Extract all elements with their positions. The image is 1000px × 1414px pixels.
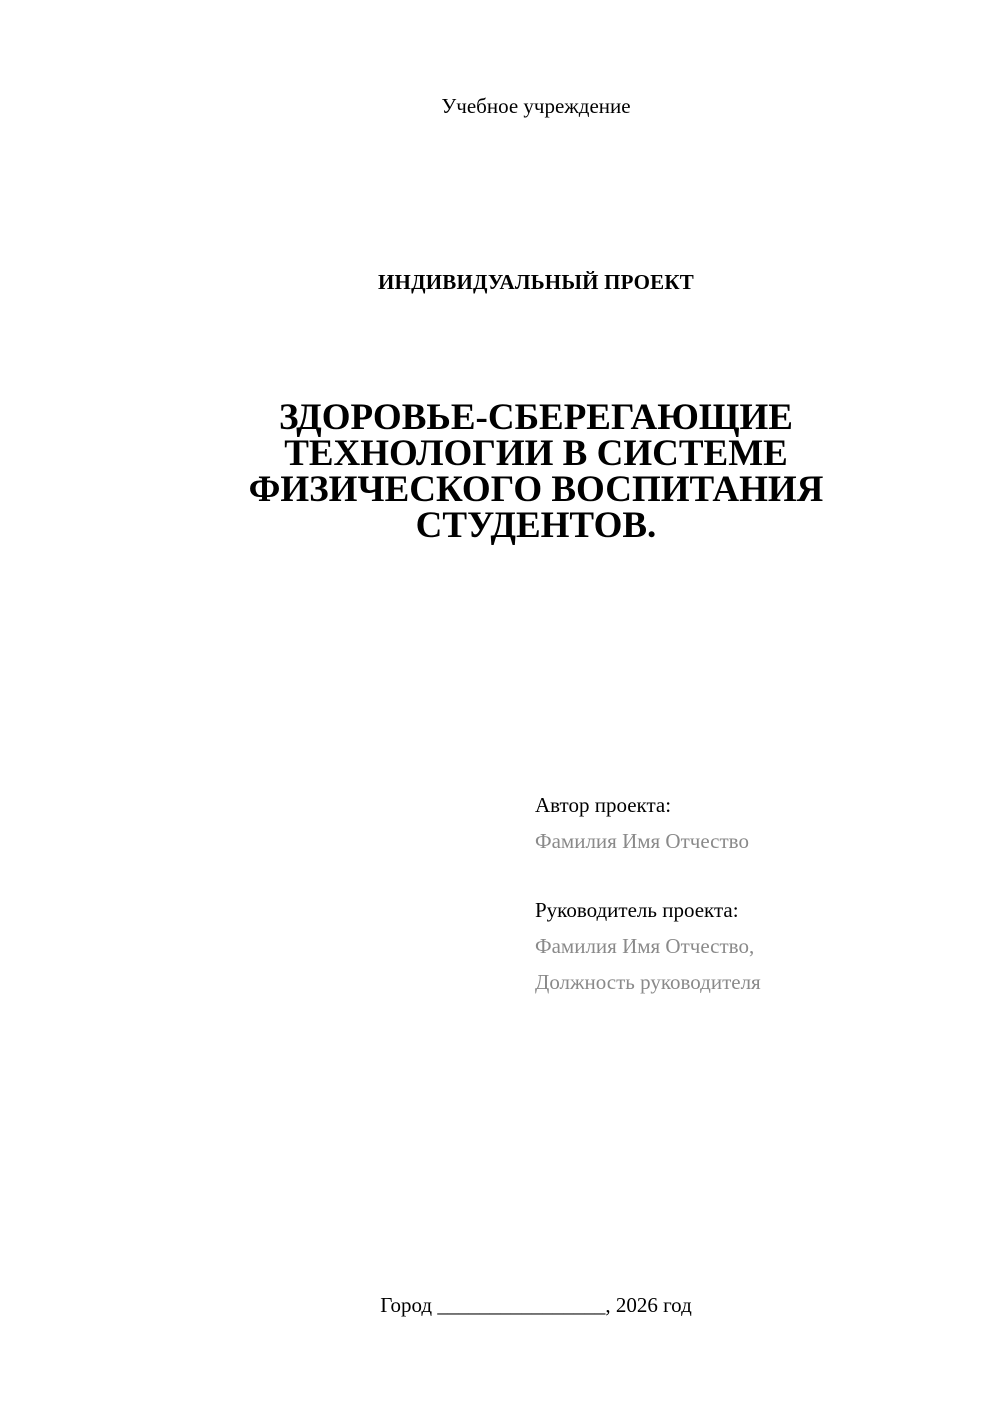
project-credits xyxy=(535,787,975,1000)
supervisor-position-placeholder: Должность руководителя xyxy=(535,970,761,994)
document-title xyxy=(0,397,1000,546)
author-name-placeholder: Фамилия Имя Отчество xyxy=(535,829,749,853)
city-year-line: Город ________________, 2026 год xyxy=(380,1293,692,1317)
author-label: Автор проекта: xyxy=(535,793,672,817)
title-line: СТУДЕНТОВ. xyxy=(415,505,657,546)
supervisor-name-placeholder: Фамилия Имя Отчество, xyxy=(535,934,755,958)
institution-name: Учебное учреждение xyxy=(441,94,631,118)
document-type-heading: ИНДИВИДУАЛЬНЫЙ ПРОЕКТ xyxy=(378,270,694,294)
supervisor-label: Руководитель проекта: xyxy=(535,898,739,922)
title-line: ФИЗИЧЕСКОГО ВОСПИТАНИЯ xyxy=(248,469,824,510)
title-line: ТЕХНОЛОГИИ В СИСТЕМЕ xyxy=(284,433,788,474)
title-line: ЗДОРОВЬЕ-СБЕРЕГАЮЩИЕ xyxy=(279,397,793,438)
spacer xyxy=(535,859,975,892)
